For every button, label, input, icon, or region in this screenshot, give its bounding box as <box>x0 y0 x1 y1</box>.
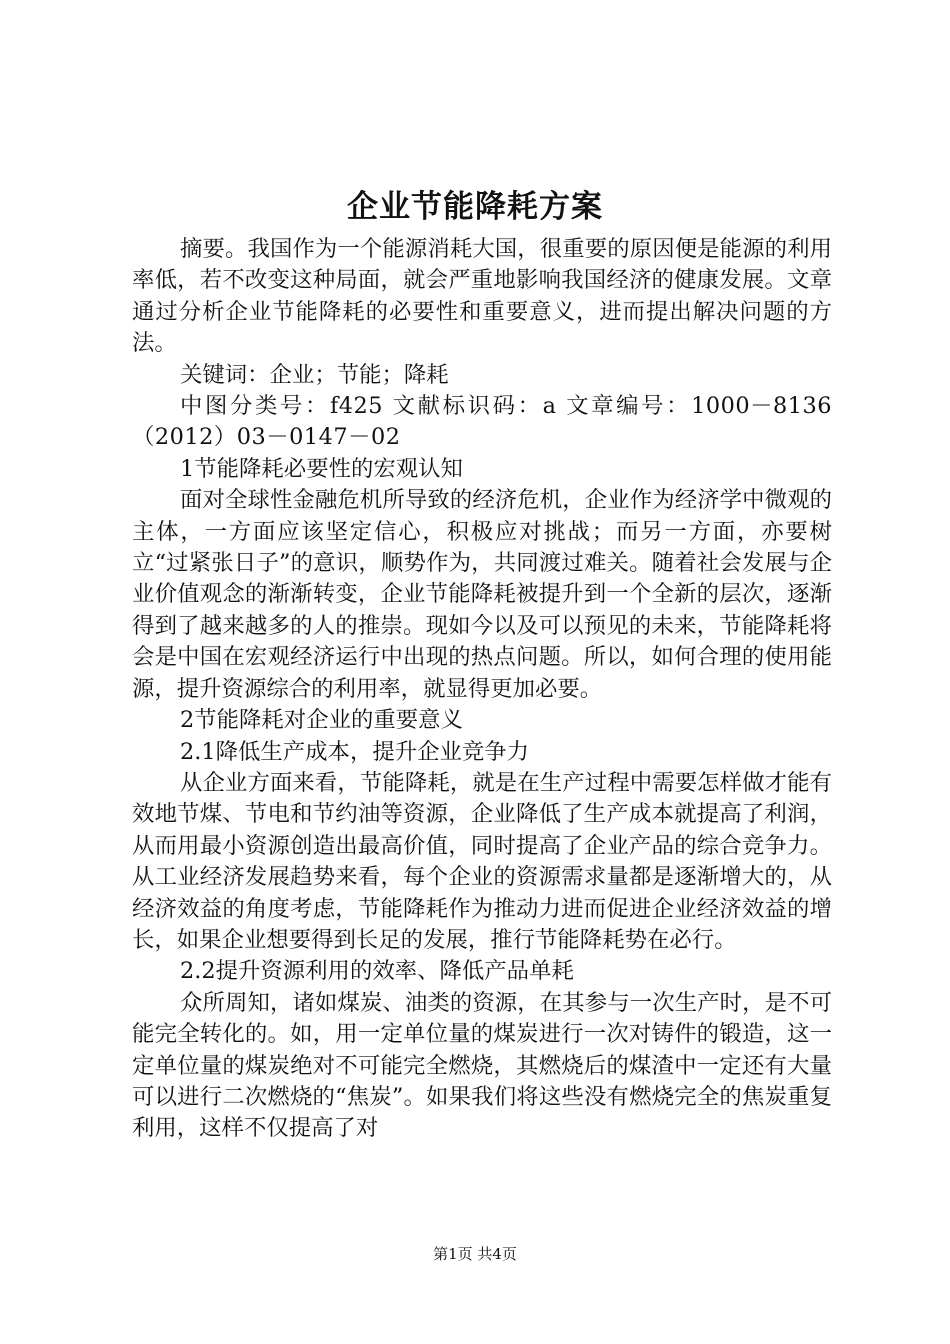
section-heading-1: 1节能降耗必要性的宏观认知 <box>180 455 463 482</box>
section-heading-2: 2节能降耗对企业的重要意义 <box>180 707 463 734</box>
document-title: 企业节能降耗方案 <box>347 189 603 225</box>
section-heading-2-2: 2.2提升资源利用的效率、降低产品单耗 <box>180 958 574 985</box>
page-number-footer: 第1页 共4页 <box>433 1245 517 1263</box>
keywords-line: 关键词：企业；节能；降耗 <box>180 361 449 388</box>
document-body <box>132 234 832 1145</box>
section-heading-2-1: 2.1降低生产成本，提升企业竞争力 <box>180 738 530 765</box>
classification-line: 中图分类号：f425 文献标识码：a 文章编号：1000－8136（2012）03－0147－02 <box>132 393 832 451</box>
section-2-1-paragraph: 从企业方面来看，节能降耗，就是在生产过程中需要怎样做才能有效地节煤、节电和节约油等资源，企业降低了生产成本就提高了利润，从而用最小资源创造出最高价值，同时提高了企业产品的综合竞争力。从工业经济发展趋势来看，每个企业的资源需求量都是逐渐增大的，从经济效益的角度考虑，节能降耗作为推动力进而促进企业经济效益的增长，如果企业想要得到长足的发展，推行节能降耗势在必行。 <box>132 769 832 953</box>
section-2-2-paragraph: 众所周知，诸如煤炭、油类的资源，在其参与一次生产时，是不可能完全转化的。如，用一定单位量的煤炭进行一次对铸件的锻造，这一定单位量的煤炭绝对不可能完全燃烧，其燃烧后的煤渣中一定还有大量可以进行二次燃烧的“焦炭”。如果我们将这些没有燃烧完全的焦炭重复利用，这样不仅提高了对 <box>132 989 832 1142</box>
section-1-paragraph: 面对全球性金融危机所导致的经济危机，企业作为经济学中微观的主体，一方面应该坚定信心，积极应对挑战；而另一方面，亦要树立“过紧张日子”的意识，顺势作为，共同渡过难关。随着社会发展与企业价值观念的渐渐转变，企业节能降耗被提升到一个全新的层次，逐渐得到了越来越多的人的推崇。现如今以及可以预见的未来，节能降耗将会是中国在宏观经济运行中出现的热点问题。所以，如何合理的使用能源，提升资源综合的利用率，就显得更加必要。 <box>132 487 832 702</box>
abstract-paragraph: 摘要。我国作为一个能源消耗大国，很重要的原因便是能源的利用率低，若不改变这种局面，就会严重地影响我国经济的健康发展。文章通过分析企业节能降耗的必要性和重要意义，进而提出解决问题的方法。 <box>132 236 832 357</box>
